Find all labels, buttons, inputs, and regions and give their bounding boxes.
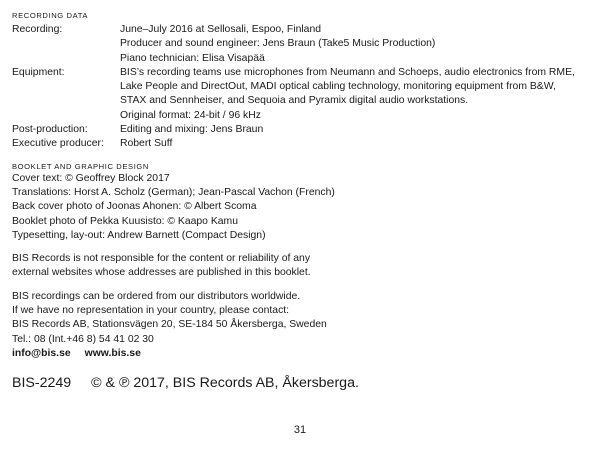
executive-producer-row	[12, 137, 592, 151]
recording-date-location: June–July 2016 at Sellosali, Espoo, Finland	[120, 24, 322, 35]
catalogue-number: BIS-2249	[12, 375, 72, 392]
post-production-label: Post-production:	[12, 124, 88, 136]
typesetting-credit: Typesetting, lay-out: Andrew Barnett (Compact Design)	[12, 229, 266, 241]
postal-address: BIS Records AB, Stationsvägen 20, SE-184 50 Åkersberga, Sweden	[12, 319, 327, 331]
disclaimer-paragraph	[12, 252, 592, 281]
telephone: Tel.: 08 (Int.+46 8) 54 41 02 30	[12, 333, 154, 345]
equipment-row	[12, 66, 592, 123]
website-link[interactable]: www.bis.se	[84, 347, 141, 359]
recording-data-heading: RECORDING DATA	[12, 11, 89, 20]
footer-copyright	[12, 374, 592, 392]
recording-label: Recording:	[12, 24, 63, 35]
contact-line: BIS recordings can be ordered from our distributors worldwide.	[12, 290, 301, 302]
disclaimer-line: BIS Records is not responsible for the content or reliability of any	[12, 253, 311, 265]
equipment-line: BIS’s recording teams use microphones from Neumann and Schoeps, audio electronics from RME,	[120, 66, 575, 78]
equipment-values	[120, 66, 592, 123]
recording-values	[120, 23, 592, 66]
equipment-line: Lake People and DirectOut, MADI optical cabling technology, monitoring equipment from B&W,	[120, 81, 556, 93]
recording-data-table	[12, 23, 592, 152]
executive-producer-label: Executive producer:	[12, 138, 104, 150]
contact-line: If we have no representation in your country, please contact:	[12, 305, 290, 317]
cover-text-credit: Cover text: © Geoffrey Block 2017	[12, 172, 170, 184]
original-format: Original format: 24-bit / 96 kHz	[120, 109, 261, 121]
back-cover-photo-credit: Back cover photo of Joonas Ahonen: © Albert Scoma	[12, 201, 257, 213]
recording-row	[12, 23, 592, 66]
page-number: 31	[293, 424, 307, 436]
disclaimer-line: external websites whose addresses are published in this booklet.	[12, 267, 311, 279]
post-production-row	[12, 123, 592, 137]
post-production-values	[120, 123, 592, 137]
equipment-label: Equipment:	[12, 66, 65, 78]
equipment-line: STAX and Sennheiser, and Sequoia and Pyramix digital audio workstations.	[120, 95, 469, 107]
booklet-page	[12, 10, 592, 392]
booklet-photo-credit: Booklet photo of Pekka Kuusisto: © Kaapo Kamu	[12, 215, 238, 227]
booklet-credits	[12, 172, 592, 243]
editing-mixing: Editing and mixing: Jens Braun	[120, 124, 264, 136]
copyright-notice: © & ℗ 2017, BIS Records AB, Åkersberga.	[91, 375, 359, 392]
executive-producer-values	[120, 137, 592, 151]
producer-engineer: Producer and sound engineer: Jens Braun (Take5 Music Production)	[120, 38, 436, 50]
piano-technician: Piano technician: Elisa Visapää	[120, 52, 265, 64]
contact-paragraph	[12, 290, 592, 361]
web-contacts	[12, 347, 592, 361]
booklet-design-heading: BOOKLET AND GRAPHIC DESIGN	[12, 161, 149, 171]
translations-credit: Translations: Horst A. Scholz (German); Jean-Pascal Vachon (French)	[12, 186, 335, 198]
executive-producer-name: Robert Suff	[120, 138, 173, 150]
email-link[interactable]: info@bis.se	[12, 347, 71, 359]
